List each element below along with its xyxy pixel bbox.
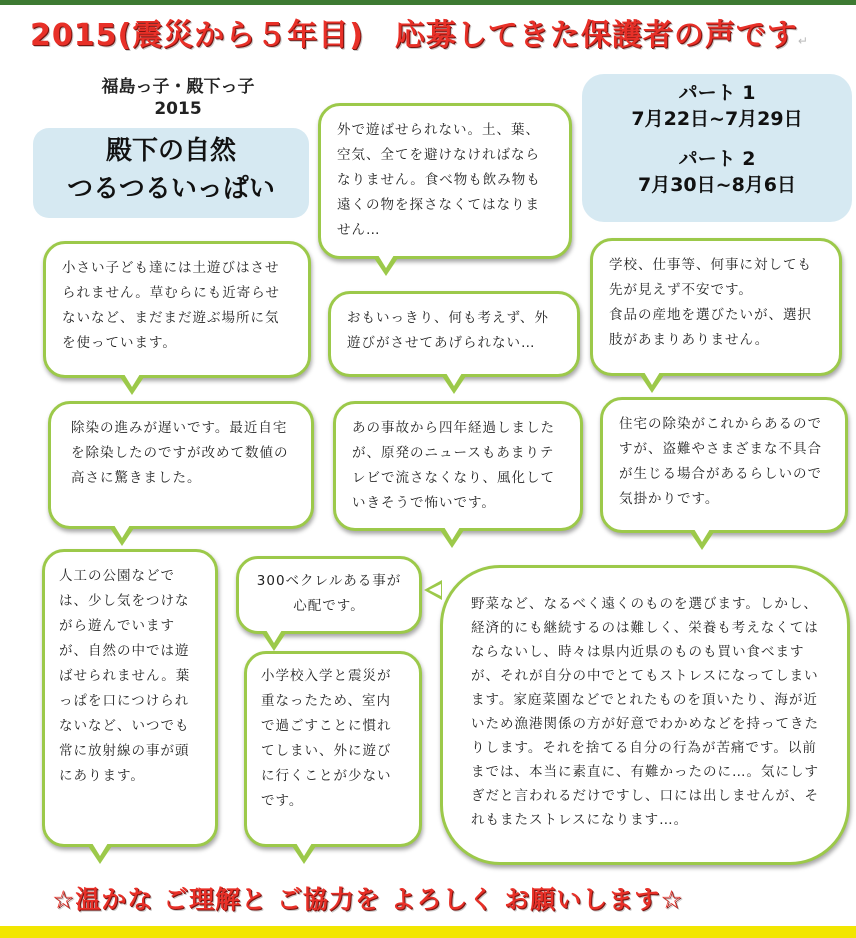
bubble-tail <box>374 258 398 276</box>
voice-bubble <box>328 291 580 377</box>
voice-text: 人工の公園などでは、少し気をつけながら遊んでいますが、自然の中では遊ばせられません。葉っぱを口につけられないなど、いつでも常に放射線の事が頭にあります。 <box>59 568 191 784</box>
voice-text: 小さい子ども達には土遊びはさせられません。草むらにも近寄らせないなど、まだまだ遊ぶ場所に気を使っています。 <box>62 260 280 351</box>
voice-bubble <box>43 241 311 378</box>
bubble-tail <box>440 530 464 548</box>
voice-bubble <box>318 103 572 259</box>
bubble-tail <box>442 376 466 394</box>
voice-text: 食品の産地を選びたいが、選択肢があまりありません。 <box>609 307 812 348</box>
schedule-panel <box>582 74 852 222</box>
bubble-tail <box>292 846 316 864</box>
voice-text: あの事故から四年経過しましたが、原発のニュースもあまりテレビで流さなくなり、風化していきそうで怖いです。 <box>352 420 555 511</box>
top-rule <box>0 0 856 5</box>
bubble-tail <box>120 377 144 395</box>
brand-line-2: 2015 <box>154 99 202 119</box>
voice-text: 除染の進みが遅いです。最近自宅を除染したのですが改めて数値の高さに驚きました。 <box>71 420 289 486</box>
voice-text: 野菜など、なるべく遠くのものを選びます。しかし、経済的にも継続するのは難しく、栄養も考えなくてはならないし、時々は県内近県のものも買い食べますが、それが自分の中でとてもストレスになってしまいます。家庭菜園などでとれたものを頂いたり、海が近いため漁港関係の方が好意でわかめなどを持ってきたりします。それを捨てる自分の行為が苦痛です。以前までは、本当に素直に、有難かったのに…。気にしすぎだと言われるだけですし、口には出しませんが、それもまたストレスになります…。 <box>471 596 819 828</box>
project-title-line-1: 殿下の自然 <box>105 136 236 166</box>
bubble-tail <box>110 528 134 546</box>
project-title-panel <box>33 128 309 218</box>
voice-bubble <box>236 556 422 634</box>
bubble-tail <box>690 532 714 550</box>
voice-bubble <box>48 401 314 529</box>
voice-text: 外で遊ばせられない。土、葉、空気、全てを避けなければならなりません。食べ物も飲み物も遠くの物を探さなくてはなりません… <box>337 122 541 238</box>
voice-text: 住宅の除染がこれからあるのですが、盗難やさまざまな不具合が生じる場合があるらしいので気掛かりです。 <box>619 416 822 507</box>
voice-bubble <box>42 549 218 847</box>
bubble-tail <box>640 375 664 393</box>
bubble-tail <box>262 633 286 651</box>
voice-text: おもいっきり、何も考えず、外遊びがさせてあげられない… <box>347 310 549 351</box>
bubble-tail <box>424 580 442 600</box>
voice-text: 300ベクレルある事が心配です。 <box>256 573 402 614</box>
part2-dates: 7月30日~8月6日 <box>637 174 797 196</box>
bottom-rule <box>0 926 856 938</box>
voice-bubble <box>440 565 850 865</box>
bubble-tail <box>88 846 112 864</box>
voice-text: 小学校入学と震災が重なったため、室内で過ごすことに慣れてしまい、外に遊びに行くことが少ないです。 <box>261 668 392 809</box>
return-mark: ↵ <box>797 34 809 48</box>
brand-block <box>78 76 278 120</box>
voice-bubble <box>244 651 422 847</box>
project-title-line-2: つるつるいっぱい <box>67 174 275 204</box>
page-title: 2015(震災から５年目) 応募してきた保護者の声です↵ <box>30 18 809 53</box>
voice-bubble <box>333 401 583 531</box>
part1-label: パート 1 <box>678 82 756 104</box>
part2-label: パート 2 <box>678 148 756 170</box>
voice-bubble <box>590 238 842 376</box>
voice-text: 学校、仕事等、何事に対しても先が見えず不安です。 <box>609 257 812 298</box>
closing-message: ☆温かな ご理解と ご協力を よろしく お願いします☆ <box>52 885 684 914</box>
voice-bubble <box>600 397 848 533</box>
brand-line-1: 福島っ子・殿下っ子 <box>101 77 255 97</box>
part1-dates: 7月22日~7月29日 <box>631 108 803 130</box>
